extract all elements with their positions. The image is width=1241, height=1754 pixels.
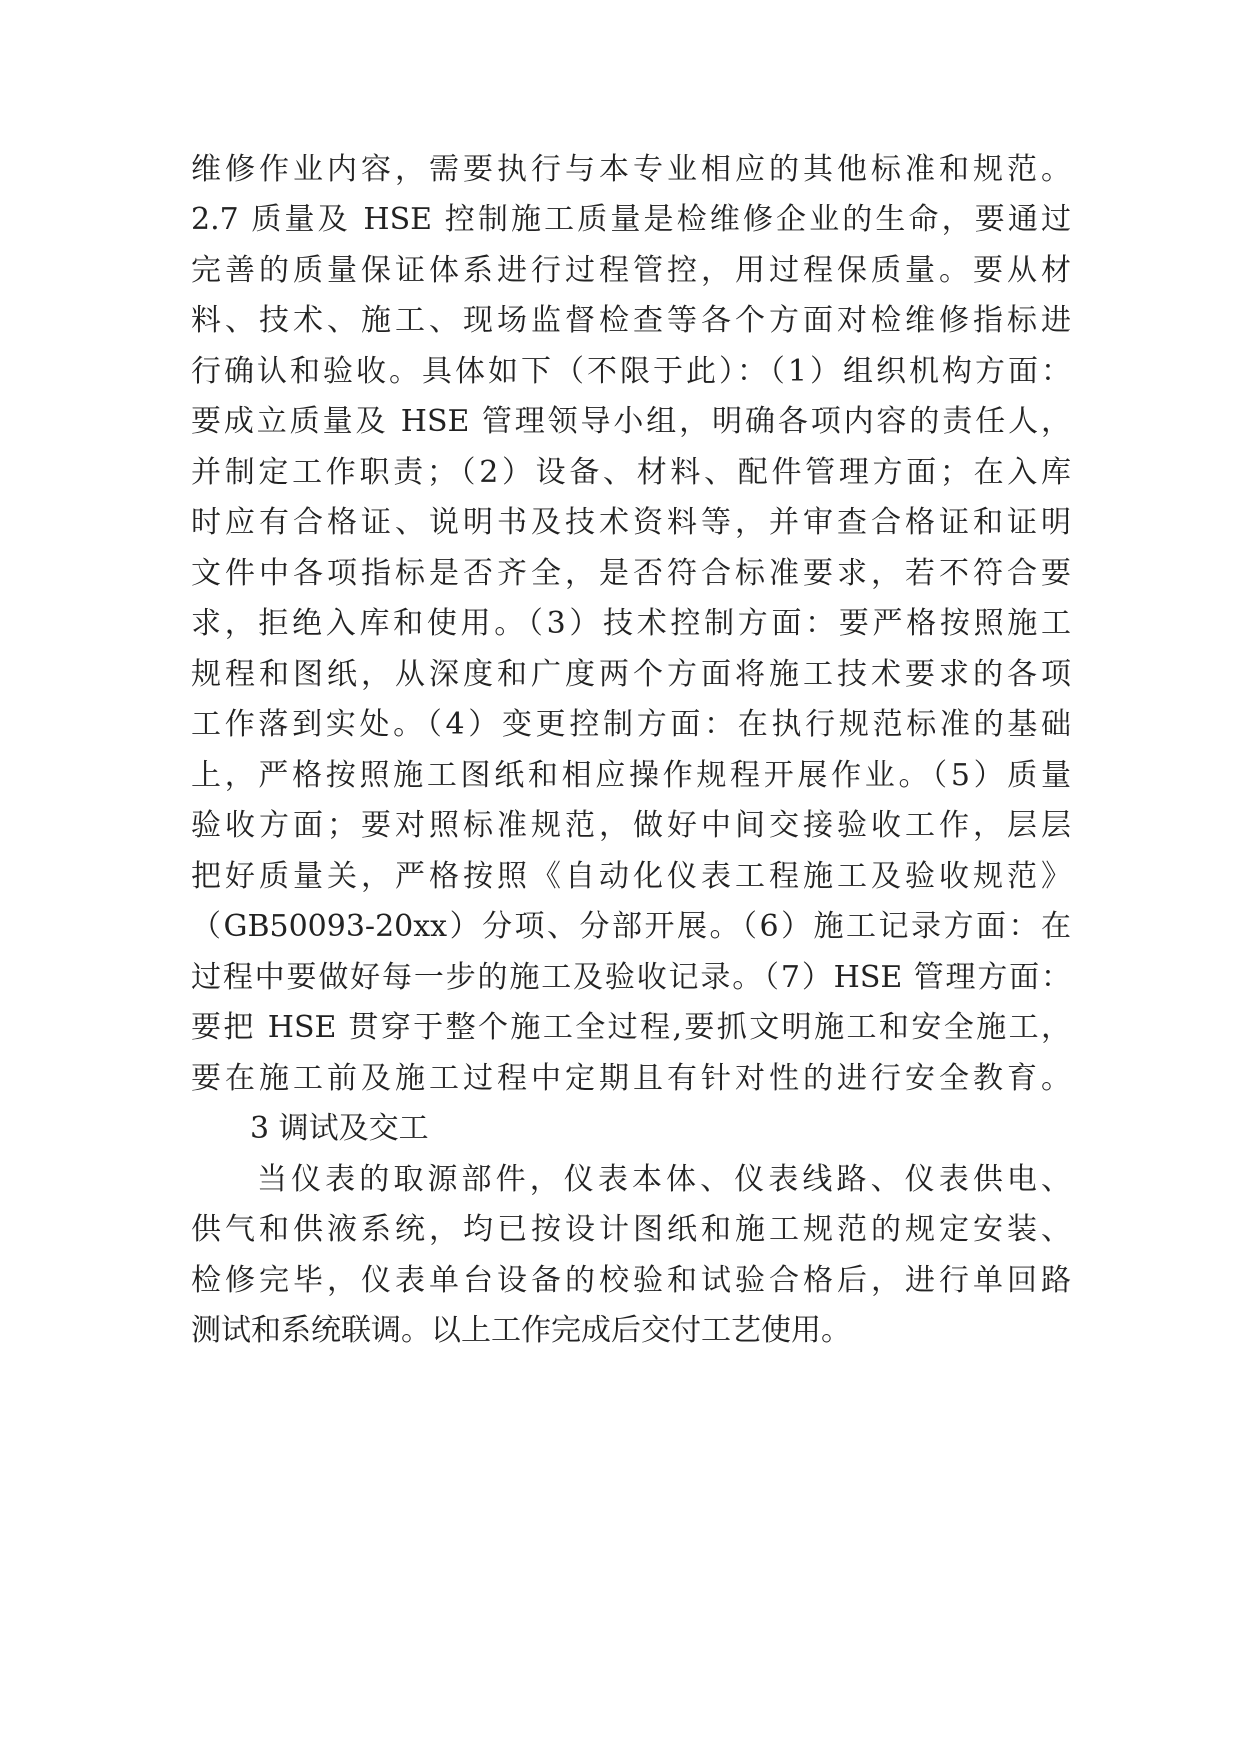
- paragraph-line-12: 工作落到实处。（4）变更控制方面：在执行规范标准的基础: [191, 707, 1071, 742]
- paragraph-line-3: 完善的质量保证体系进行过程管控，用过程保质量。要从材: [191, 253, 1071, 288]
- paragraph-line-18: 要把 HSE 贯穿于整个施工全过程,要抓文明施工和安全施工，: [191, 1010, 1071, 1045]
- paragraph-line-10: 求，拒绝入库和使用。（3）技术控制方面：要严格按照施工: [191, 606, 1071, 641]
- paragraph-line-16: （GB50093-20xx）分项、分部开展。（6）施工记录方面：在: [191, 909, 1071, 944]
- paragraph-line-15: 把好质量关，严格按照《自动化仪表工程施工及验收规范》: [191, 859, 1071, 894]
- paragraph-line-5: 行确认和验收。具体如下（不限于此）：（1）组织机构方面：: [191, 354, 1071, 389]
- paragraph-line-19: 要在施工前及施工过程中定期且有针对性的进行安全教育。: [191, 1061, 1071, 1096]
- paragraph-line-13: 上，严格按照施工图纸和相应操作规程开展作业。（5）质量: [191, 758, 1071, 793]
- paragraph-line-2: 2.7 质量及 HSE 控制施工质量是检维修企业的生命，要通过: [191, 202, 1071, 237]
- paragraph-line-8: 时应有合格证、说明书及技术资料等，并审查合格证和证明: [191, 505, 1071, 540]
- section-paragraph-line-3: 检修完毕，仪表单台设备的校验和试验合格后，进行单回路: [191, 1263, 1071, 1298]
- paragraph-line-1: 维修作业内容，需要执行与本专业相应的其他标准和规范。: [191, 152, 1071, 187]
- paragraph-line-17: 过程中要做好每一步的施工及验收记录。（7）HSE 管理方面：: [191, 960, 1071, 995]
- paragraph-line-4: 料、技术、施工、现场监督检查等各个方面对检维修指标进: [191, 303, 1071, 338]
- paragraph-line-9: 文件中各项指标是否齐全，是否符合标准要求，若不符合要: [191, 556, 1071, 591]
- section-paragraph-line-1: 当仪表的取源部件，仪表本体、仪表线路、仪表供电、: [257, 1162, 1071, 1197]
- paragraph-line-11: 规程和图纸，从深度和广度两个方面将施工技术要求的各项: [191, 657, 1071, 692]
- paragraph-line-7: 并制定工作职责；（2）设备、材料、配件管理方面；在入库: [191, 455, 1071, 490]
- section-heading: 3 调试及交工: [250, 1111, 429, 1146]
- paragraph-line-14: 验收方面；要对照标准规范，做好中间交接验收工作，层层: [191, 808, 1071, 843]
- section-paragraph-line-2: 供气和供液系统，均已按设计图纸和施工规范的规定安装、: [191, 1212, 1071, 1247]
- paragraph-line-6: 要成立质量及 HSE 管理领导小组，明确各项内容的责任人，: [191, 404, 1071, 439]
- section-paragraph-line-4: 测试和系统联调。以上工作完成后交付工艺使用。: [191, 1313, 851, 1348]
